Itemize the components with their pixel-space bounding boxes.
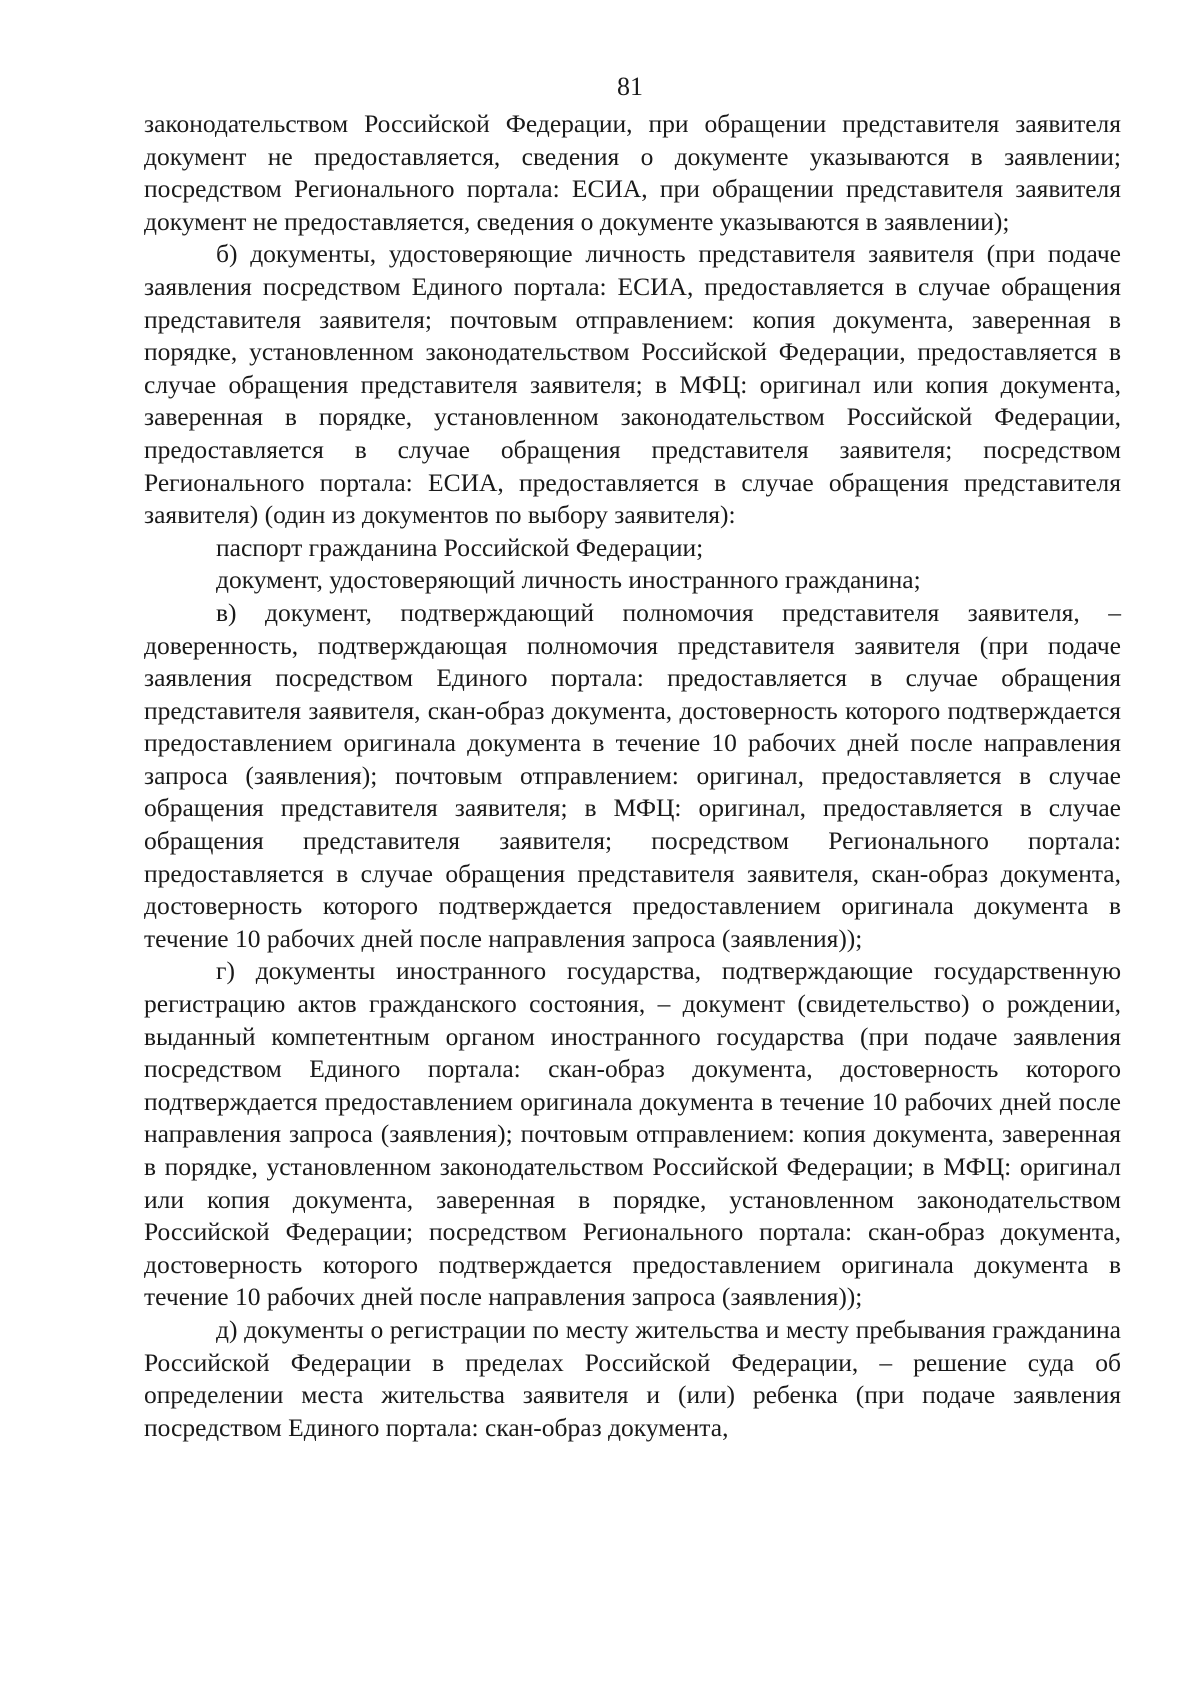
paragraph-item-g: г) документы иностранного государства, подтверждающие государственную регистрацию актов гражданского состояния, – документ (свидетельство) о рождении, выданный компетентным органом иностранного государства (при подаче заявления посредством Единого портала: скан-образ документа, достоверность которого подтверждается предоставлением оригинала документа в течение 10 рабочих дней после направления запроса (заявления); почтовым отправлением: копия документа, заверенная в порядке, установленном законодательством Российской Федерации; в МФЦ: оригинал или копия документа, заверенная в порядке, установленном законодательством Российской Федерации; посредством Регионального портала: скан-образ документа, достоверность которого подтверждается предоставлением оригинала документа в течение 10 рабочих дней после направления запроса (заявления)); [144,956,1121,1312]
paragraph-item-b: б) документы, удостоверяющие личность представителя заявителя (при подаче заявления посредством Единого портала: ЕСИА, предоставляется в случае обращения представителя заявителя; почтовым отправлением: копия документа, заверенная в порядке, установленном законодательством Российской Федерации, предоставляется в случае обращения представителя заявителя; в МФЦ: оригинал или копия документа, заверенная в порядке, установленном законодательством Российской Федерации, предоставляется в случае обращения представителя заявителя; посредством Регионального портала: ЕСИА, предоставляется в случае обращения представителя заявителя) (один из документов по выбору заявителя): [144,239,1121,530]
paragraph-continuation: законодательством Российской Федерации, при обращении представителя заявителя документ не предоставляется, сведения о документе указываются в заявлении; посредством Регионального портала: ЕСИА, при обращении представителя заявителя документ не предоставляется, сведения о документе указываются в заявлении); [144,109,1121,236]
paragraph-foreign-id: документ, удостоверяющий личность иностранного гражданина; [216,565,921,595]
paragraph-item-v: в) документ, подтверждающий полномочия представителя заявителя, – доверенность, подтверждающая полномочия представителя заявителя (при подаче заявления посредством Единого портала: предоставляется в случае обращения представителя заявителя, скан-образ документа, достоверность которого подтверждается предоставлением оригинала документа в течение 10 рабочих дней после направления запроса (заявления); почтовым отправлением: оригинал, предоставляется в случае обращения представителя заявителя; в МФЦ: оригинал, предоставляется в случае обращения представителя заявителя; посредством Регионального портала: предоставляется в случае обращения представителя заявителя, скан-образ документа, достоверность которого подтверждается предоставлением оригинала документа в течение 10 рабочих дней после направления запроса (заявления)); [144,597,1121,953]
paragraph-item-d: д) документы о регистрации по месту жительства и месту пребывания гражданина Российской Федерации в пределах Российской Федерации, – решение суда об определении места жительства заявителя и (или) ребенка (при подаче заявления посредством Единого портала: скан-образ документа, [144,1314,1121,1442]
document-body [144,108,1121,1444]
paragraph-passport: паспорт гражданина Российской Федерации; [216,532,704,562]
page-number: 81 [617,72,643,101]
